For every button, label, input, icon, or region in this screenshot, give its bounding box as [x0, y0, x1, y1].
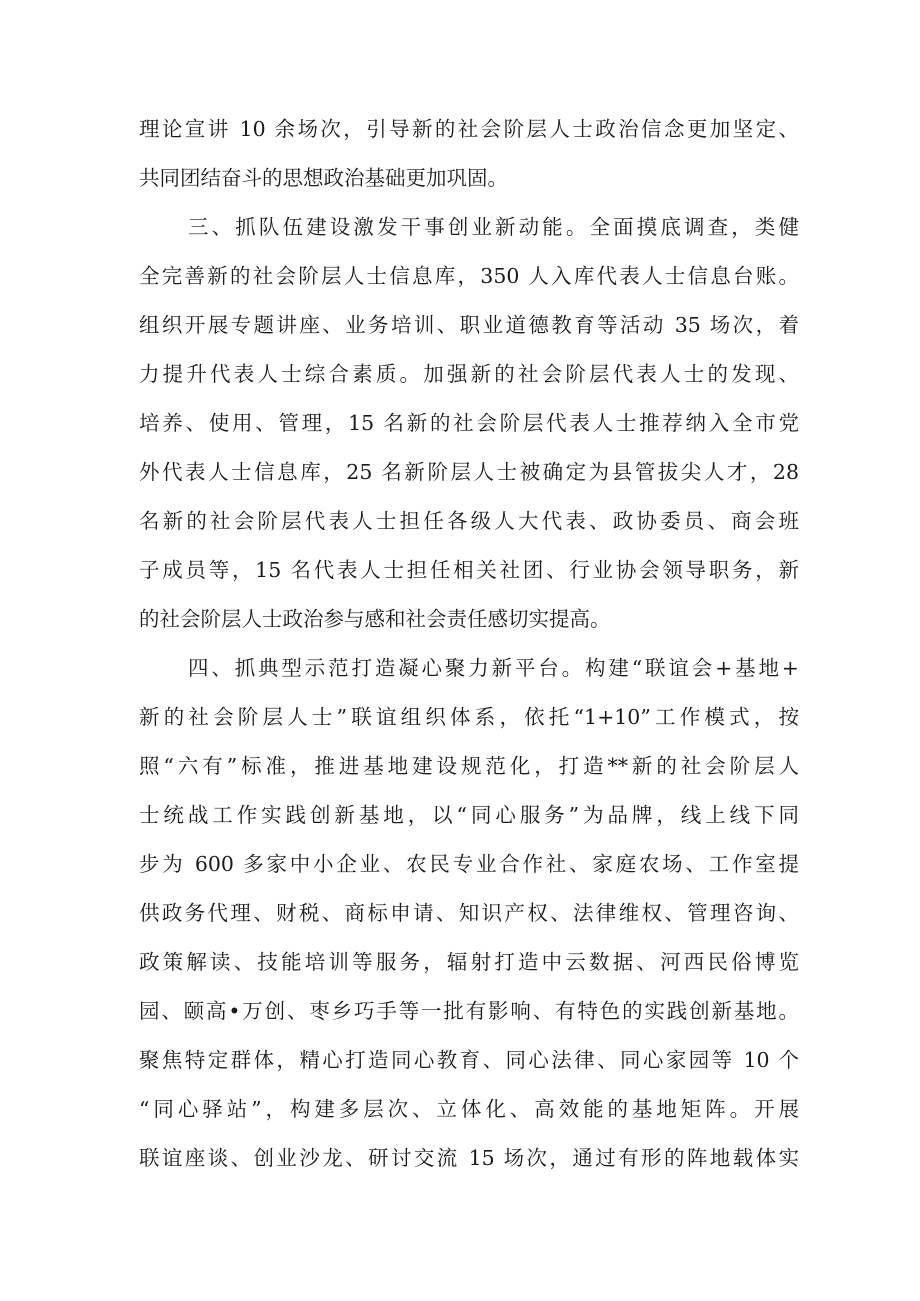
text-line-7: 培养、使用、管理，15 名新的社会阶层代表人士推荐纳入全市党	[139, 411, 799, 435]
text-line-15: 士统战工作实践创新基地，以“同心服务”为品牌，线上线下同	[139, 803, 799, 827]
text-line-14: 照“六有”标准，推进基地建设规范化，打造**新的社会阶层人	[139, 754, 799, 778]
text-line-18: 政策解读、技能培训等服务，辐射打造中云数据、河西民俗博览	[139, 950, 799, 974]
text-line-13: 新的社会阶层人士”联谊组织体系，依托“1+10”工作模式，按	[139, 705, 799, 729]
text-line-5: 组织开展专题讲座、业务培训、职业道德教育等活动 35 场次，着	[139, 313, 799, 337]
text-line-9: 名新的社会阶层代表人士担任各级人大代表、政协委员、商会班	[139, 509, 799, 533]
text-line-6: 力提升代表人士综合素质。加强新的社会阶层代表人士的发现、	[139, 362, 799, 386]
text-line-17: 供政务代理、财税、商标申请、知识产权、法律维权、管理咨询、	[139, 901, 799, 925]
text-line-11: 的社会阶层人士政治参与感和社会责任感切实提高。	[139, 607, 611, 631]
text-line-10: 子成员等，15 名代表人士担任相关社团、行业协会领导职务，新	[139, 558, 799, 582]
section-4-heading-line: 四、抓典型示范打造凝心聚力新平台。构建“联谊会+基地+	[188, 656, 799, 680]
text-line-16: 步为 600 多家中小企业、农民专业合作社、家庭农场、工作室提	[139, 852, 799, 876]
text-line-19: 园、颐高•万创、枣乡巧手等一批有影响、有特色的实践创新基地。	[139, 999, 799, 1023]
text-line-21: “同心驿站”，构建多层次、立体化、高效能的基地矩阵。开展	[139, 1097, 799, 1121]
text-line-2: 共同团结奋斗的思想政治基础更加巩固。	[139, 166, 508, 190]
text-line-8: 外代表人士信息库，25 名新阶层人士被确定为县管拔尖人才，28	[139, 460, 799, 484]
text-line-22: 联谊座谈、创业沙龙、研讨交流 15 场次，通过有形的阵地载体实	[139, 1146, 799, 1170]
text-line-1: 理论宣讲 10 余场次，引导新的社会阶层人士政治信念更加坚定、	[139, 117, 799, 141]
section-3-heading-line: 三、抓队伍建设激发干事创业新动能。全面摸底调查，类健	[188, 215, 799, 239]
text-line-4: 全完善新的社会阶层人士信息库，350 人入库代表人士信息台账。	[139, 264, 799, 288]
text-line-20: 聚焦特定群体，精心打造同心教育、同心法律、同心家园等 10 个	[139, 1048, 799, 1072]
